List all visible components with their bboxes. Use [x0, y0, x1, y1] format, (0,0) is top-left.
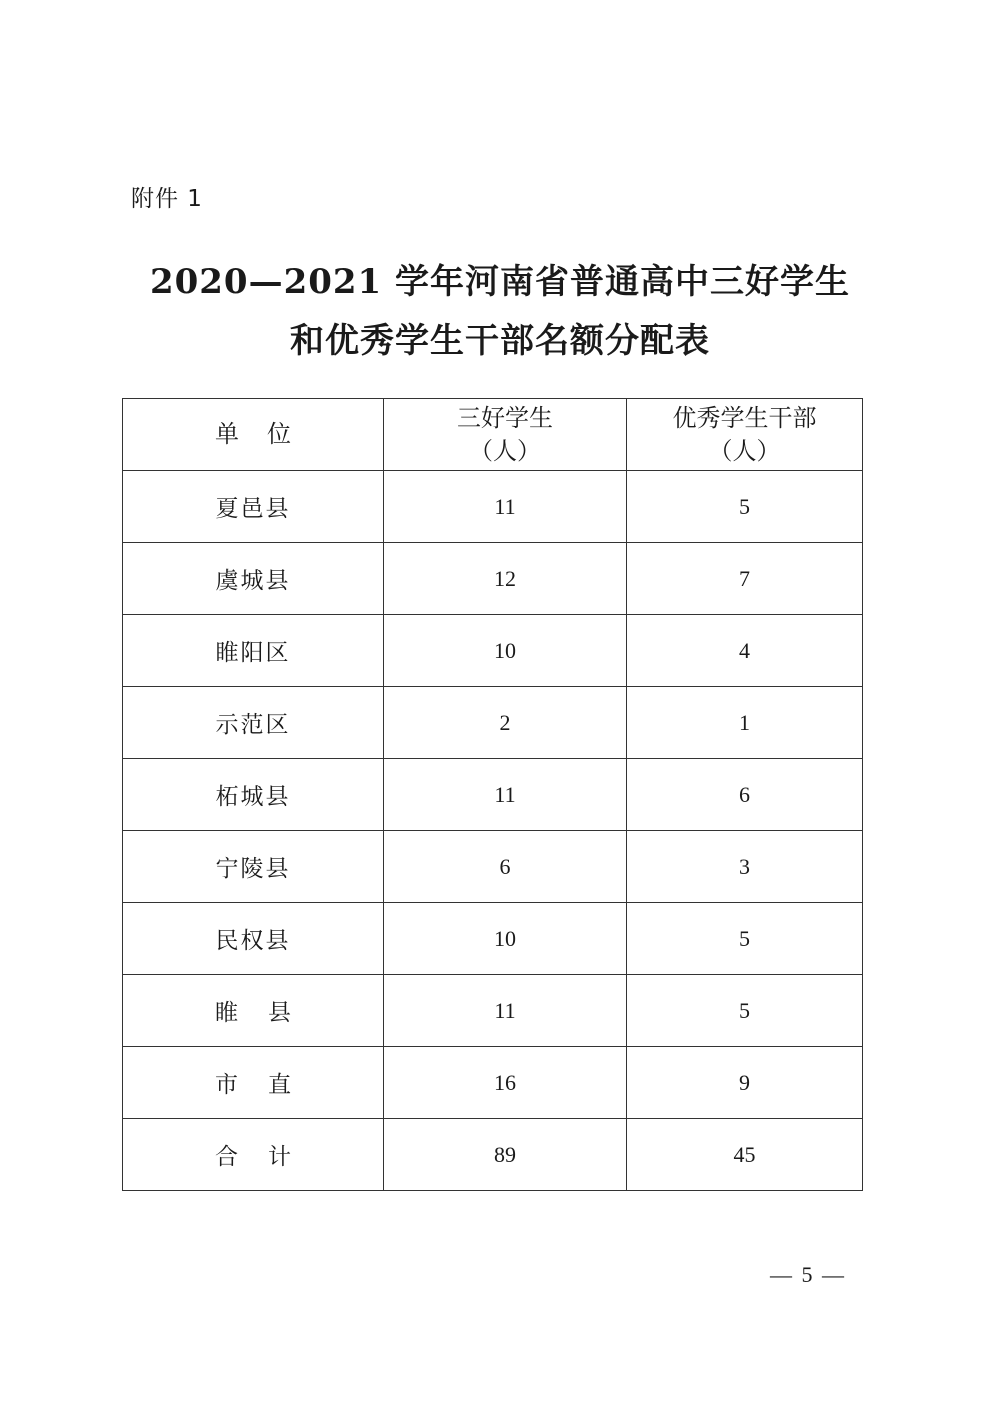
- table-row: [123, 975, 863, 1047]
- header-cadres-label: 优秀学生干部: [672, 403, 817, 432]
- unit-cell: 夏邑县: [123, 471, 384, 543]
- table-row: [123, 615, 863, 687]
- total-good-students-cell: 89: [384, 1119, 627, 1191]
- good-students-cell: 2: [384, 687, 627, 759]
- table-header-row: [123, 399, 863, 471]
- total-label-cell: 合计: [123, 1119, 384, 1191]
- unit-cell: 虞城县: [123, 543, 384, 615]
- page-number: — 5 —: [770, 1262, 844, 1287]
- table-row: [123, 687, 863, 759]
- good-students-cell: 11: [384, 975, 627, 1047]
- cadres-cell: 6: [627, 759, 863, 831]
- table-row: [123, 1047, 863, 1119]
- table-row: [123, 903, 863, 975]
- good-students-cell: 10: [384, 615, 627, 687]
- table-row: [123, 471, 863, 543]
- attachment-label: 附件 1: [131, 186, 203, 212]
- cadres-cell: 1: [627, 687, 863, 759]
- good-students-cell: 6: [384, 831, 627, 903]
- unit-cell: 睢阳区: [123, 615, 384, 687]
- document-title-line-1: 2020—2021 学年河南省普通高中三好学生: [149, 262, 851, 302]
- good-students-cell: 11: [384, 759, 627, 831]
- cadres-cell: 3: [627, 831, 863, 903]
- cadres-cell: 4: [627, 615, 863, 687]
- unit-cell: 宁陵县: [123, 831, 384, 903]
- header-cadres-unit: （人）: [708, 436, 781, 465]
- header-good-students-label: 三好学生: [457, 403, 553, 432]
- header-unit: 单位: [123, 399, 384, 471]
- unit-cell: 民权县: [123, 903, 384, 975]
- total-cadres-cell: 45: [627, 1119, 863, 1191]
- good-students-cell: 11: [384, 471, 627, 543]
- header-good-students-unit: （人）: [469, 436, 541, 465]
- cadres-cell: 7: [627, 543, 863, 615]
- cadres-cell: 9: [627, 1047, 863, 1119]
- header-good-students: [384, 399, 627, 471]
- cadres-cell: 5: [627, 975, 863, 1047]
- table-row: [123, 831, 863, 903]
- cadres-cell: 5: [627, 471, 863, 543]
- unit-cell: 柘城县: [123, 759, 384, 831]
- unit-cell: 睢县: [123, 975, 384, 1047]
- cadres-cell: 5: [627, 903, 863, 975]
- header-cadres: [627, 399, 863, 471]
- good-students-cell: 12: [384, 543, 627, 615]
- document-title-line-2: 和优秀学生干部名额分配表: [290, 321, 710, 361]
- quota-allocation-table: [122, 398, 863, 1191]
- good-students-cell: 16: [384, 1047, 627, 1119]
- unit-cell: 市直: [123, 1047, 384, 1119]
- table-row: [123, 543, 863, 615]
- total-row: [123, 1119, 863, 1191]
- unit-cell: 示范区: [123, 687, 384, 759]
- table-row: [123, 759, 863, 831]
- good-students-cell: 10: [384, 903, 627, 975]
